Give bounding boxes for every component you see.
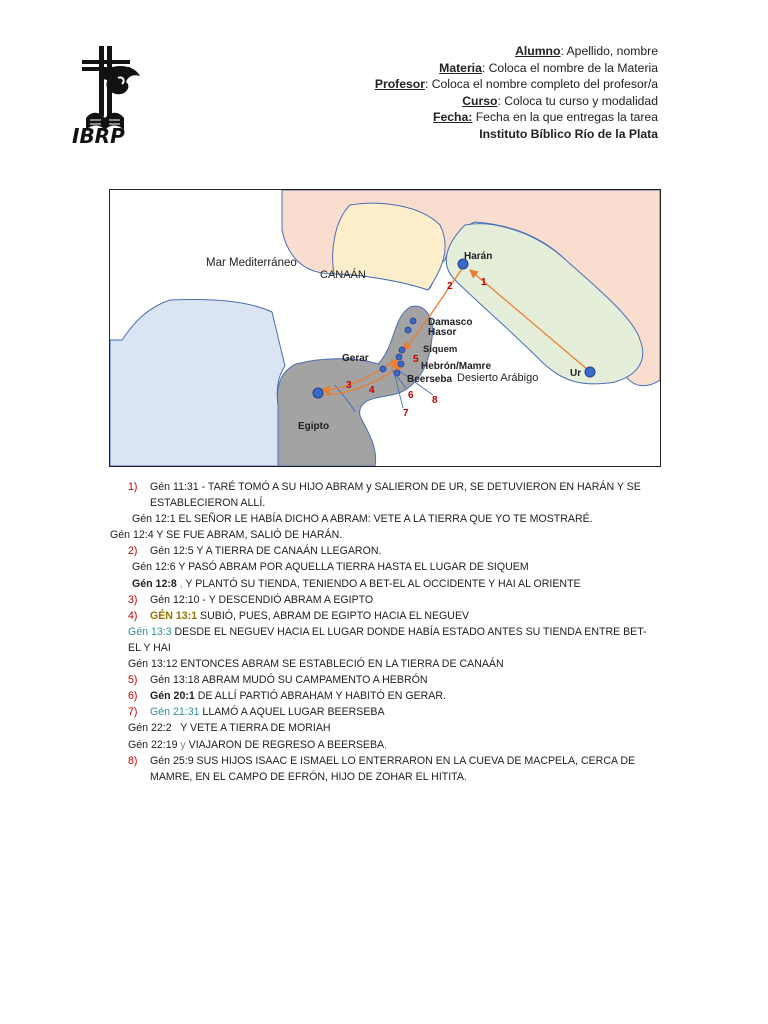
verse-ref: Gén 25:9 [150,754,197,767]
verse-text: SE DETUVIERON EN HARÁN Y SE [466,481,641,493]
verse-ref: Gén 12:8 [132,577,177,590]
verse-line [110,479,670,495]
verse-ref: Gén 12:4 [110,529,157,542]
verse-ref: Gén 12:5 [150,545,197,558]
label-siquem: Siquem [423,344,458,355]
label-hebron: Hebrón/Mamre [421,361,492,372]
verse-line [110,720,670,736]
verse-text: VIAJARON DE REGRESO A BEERSEBA [188,738,385,751]
student-header [375,43,658,142]
verse-ref: Gén 13:18 [150,674,202,687]
verse-text: ESTABLECIERON ALLÍ. [150,497,266,510]
verse-text: TARÉ TOMÓ A SU HIJO ABRAM [207,481,367,493]
verse-line [110,753,670,769]
label-damasco: Damasco [428,317,473,328]
profesor-value: : Coloca el nombre completo del profesor/a [424,77,658,91]
verse-text: Gén 13:12 ENTONCES ABRAM SE ESTABLECIÓ EN LA TIERRA DE CANAÁN [128,658,504,671]
verse-text: SUS HIJOS ISAAC E ISMAEL LO ENTERRARON EN LA CUEVA DE MACPELA, CERCA DE [196,754,636,767]
label-ur: Ur [570,368,582,379]
route-number-7: 7 [403,408,409,419]
ibrp-logo [68,40,158,146]
route-number-8: 8 [432,395,438,406]
verse-text: Y DESCENDIÓ ABRAM A EGIPTO [208,593,374,606]
city-ur [585,367,595,377]
city-siquem [399,347,405,353]
route-number-4: 4 [369,385,375,396]
verse-text: Y VETE A TIERRA DE MORIAH [171,722,331,735]
item-number: 6) [128,690,138,703]
route-number-5: 5 [413,354,419,365]
logo-text: IBRP [72,124,125,146]
curso-value: : Coloca tu curso y modalidad [497,93,658,108]
verse-separator: , [384,738,388,751]
city-beerseba [394,370,400,376]
verse-line [110,592,670,608]
verse-ref: Gén 12:6 [132,561,179,574]
city-hasor [405,327,411,333]
city-gerar [380,366,386,372]
route-number-1: 1 [481,277,487,288]
verse-text-strong: y SALIERON DE UR, [366,481,467,493]
label-canaan: CANAÁN [320,269,366,281]
verse-line [110,769,670,785]
verse-conjunction: y [180,738,189,751]
verse-ref: Gén 12:10 - [150,593,209,606]
verse-text: EL SEÑOR LE HABÍA DICHO A ABRAM: VETE A LA TIERRA QUE YO TE MOSTRARÉ. [178,513,593,526]
materia-value: : Coloca el nombre de la Materia [481,60,658,75]
fecha-value: Fecha en la que entregas la tarea [472,110,658,124]
verse-ref: Gén 13:3 [128,625,175,638]
verse-text: Y SE FUE ABRAM, SALIÓ DE HARÁN. [156,529,343,542]
verse-ref: GÉN 13:1 [150,609,201,622]
label-desierto: Desierto Arábigo [457,372,539,384]
item-number: 3) [128,593,138,606]
label-sea: Mar Mediterráneo [206,257,297,269]
verse-line [110,640,670,656]
verse-line [110,495,670,511]
verse-text: MAMRE, EN EL CAMPO DE EFRÓN, HIJO DE ZOHAR EL HITITA. [150,770,467,783]
verse-ref: Gén 11:31 - [150,481,208,493]
item-number: 2) [128,545,138,558]
city-hebron [398,361,404,367]
verse-line [110,656,670,672]
verse-text: LLAMÓ A AQUEL LUGAR BEERSEBA [202,706,385,719]
verse-line [110,608,670,624]
route-number-6: 6 [408,390,414,401]
route-map [109,189,661,467]
verse-line [110,543,670,559]
verse-line [110,576,670,592]
fecha-label: Fecha: [433,110,473,124]
verse-line [110,704,670,720]
item-number: 8) [128,754,138,767]
verse-text: Y A TIERRA DE CANAÁN LLEGARON. [196,545,382,558]
verse-line [110,737,670,753]
institute-name: Instituto Bíblico Río de la Plata [479,126,658,141]
route-number-3: 3 [346,380,352,391]
verse-line [110,527,670,543]
verse-text: Y PLANTÓ SU TIENDA, TENIENDO A BET-EL AL OCCIDENTE Y HAI AL ORIENTE [185,577,581,590]
route-number-2: 2 [447,281,453,292]
verse-text: DESDE EL NEGUEV HACIA EL LUGAR DONDE HABÍA ESTADO ANTES SU TIENDA ENTRE BET- [174,625,647,638]
item-number: 1) [128,481,138,493]
curso-label: Curso [462,93,498,108]
verse-line [110,672,670,688]
label-gerar: Gerar [342,353,369,364]
verse-text: ABRAM MUDÓ SU CAMPAMENTO A HEBRÓN [201,674,428,687]
label-hasor: Hasor [428,327,457,338]
verse-ref: Gén 20:1 [150,690,198,703]
verse-text: EL Y HAI [128,641,171,654]
item-number: 5) [128,674,138,687]
verse-ref: Gén 22:19 [128,738,181,751]
city-egipto [313,388,323,398]
city-damasco [410,318,416,324]
verse-line [110,624,670,640]
sea-region [110,300,285,467]
verse-list [110,479,670,785]
verse-line [110,559,670,575]
alumno-value: : Apellido, nombre [560,44,658,58]
verse-text: DE ALLÍ PARTIÓ ABRAHAM Y HABITÓ EN GERAR. [197,690,446,703]
profesor-label: Profesor [374,77,425,91]
city-bethel [396,354,402,360]
item-number: 4) [128,609,138,622]
label-beerseba: Beerseba [407,374,453,385]
verse-line [110,511,670,527]
verse-text: Y PASÓ ABRAM POR AQUELLA TIERRA HASTA EL LUGAR DE SIQUEM [178,561,529,574]
label-haran: Harán [464,251,493,262]
alumno-label: Alumno [515,44,561,58]
verse-text: SUBIÓ, PUES, ABRAM DE EGIPTO HACIA EL NEGUEV [200,609,470,622]
verse-ref: Gén 12:1 [132,513,179,526]
label-egipto: Egipto [298,421,330,432]
item-number: 7) [128,706,138,719]
verse-separator: , [176,577,186,590]
materia-label: Materia [439,60,482,75]
verse-line [110,688,670,704]
verse-ref: Gén 22:2 [128,722,172,735]
verse-ref: Gén 21:31 [150,706,203,719]
